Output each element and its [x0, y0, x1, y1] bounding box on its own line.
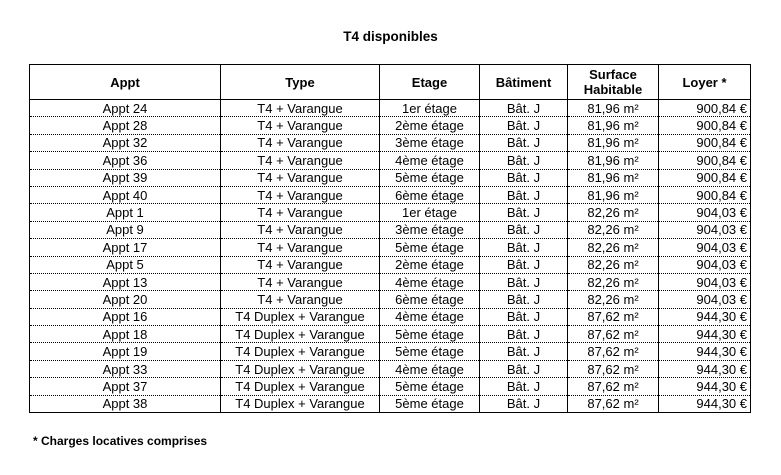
- cell-batiment: Bât. J: [480, 291, 568, 308]
- cell-type: T4 + Varangue: [221, 239, 380, 256]
- table-row: [30, 100, 751, 117]
- cell-etage: 3ème étage: [380, 134, 480, 151]
- cell-surface: 82,26 m²: [568, 256, 659, 273]
- column-header-appt: Appt: [30, 65, 221, 100]
- cell-batiment: Bât. J: [480, 221, 568, 238]
- cell-batiment: Bât. J: [480, 360, 568, 377]
- cell-loyer: 944,30 €: [659, 343, 751, 360]
- cell-type: T4 + Varangue: [221, 186, 380, 203]
- units-table: [29, 64, 751, 413]
- cell-appt: Appt 33: [30, 360, 221, 377]
- cell-batiment: Bât. J: [480, 100, 568, 117]
- cell-surface: 81,96 m²: [568, 186, 659, 203]
- table-row: [30, 308, 751, 325]
- cell-loyer: 904,03 €: [659, 221, 751, 238]
- cell-type: T4 + Varangue: [221, 221, 380, 238]
- cell-loyer: 900,84 €: [659, 152, 751, 169]
- cell-etage: 2ème étage: [380, 256, 480, 273]
- cell-batiment: Bât. J: [480, 273, 568, 290]
- cell-batiment: Bât. J: [480, 395, 568, 412]
- cell-type: T4 + Varangue: [221, 169, 380, 186]
- cell-loyer: 904,03 €: [659, 291, 751, 308]
- cell-type: T4 + Varangue: [221, 291, 380, 308]
- cell-etage: 5ème étage: [380, 326, 480, 343]
- cell-batiment: Bât. J: [480, 256, 568, 273]
- cell-batiment: Bât. J: [480, 378, 568, 395]
- cell-surface: 82,26 m²: [568, 204, 659, 221]
- cell-surface: 82,26 m²: [568, 273, 659, 290]
- column-header-batiment: Bâtiment: [480, 65, 568, 100]
- cell-etage: 4ème étage: [380, 308, 480, 325]
- column-header-etage: Etage: [380, 65, 480, 100]
- column-header-loyer: Loyer *: [659, 65, 751, 100]
- cell-appt: Appt 19: [30, 343, 221, 360]
- cell-etage: 6ème étage: [380, 291, 480, 308]
- table-row: [30, 326, 751, 343]
- cell-surface: 87,62 m²: [568, 326, 659, 343]
- cell-surface: 81,96 m²: [568, 134, 659, 151]
- cell-etage: 5ème étage: [380, 378, 480, 395]
- cell-loyer: 904,03 €: [659, 256, 751, 273]
- cell-appt: Appt 20: [30, 291, 221, 308]
- cell-appt: Appt 40: [30, 186, 221, 203]
- column-header-type: Type: [221, 65, 380, 100]
- cell-etage: 2ème étage: [380, 117, 480, 134]
- cell-loyer: 900,84 €: [659, 134, 751, 151]
- table-row: [30, 378, 751, 395]
- cell-type: T4 + Varangue: [221, 117, 380, 134]
- table-row: [30, 186, 751, 203]
- cell-etage: 4ème étage: [380, 360, 480, 377]
- cell-appt: Appt 5: [30, 256, 221, 273]
- cell-appt: Appt 36: [30, 152, 221, 169]
- footnote: * Charges locatives comprises: [33, 434, 208, 448]
- column-header-surface: [568, 65, 659, 100]
- column-header-surface-line2: Habitable: [583, 82, 643, 97]
- cell-batiment: Bât. J: [480, 134, 568, 151]
- table-row: [30, 152, 751, 169]
- table-row: [30, 273, 751, 290]
- cell-loyer: 944,30 €: [659, 378, 751, 395]
- cell-loyer: 944,30 €: [659, 395, 751, 412]
- table-header-row: [30, 65, 751, 100]
- cell-loyer: 944,30 €: [659, 360, 751, 377]
- cell-type: T4 + Varangue: [221, 204, 380, 221]
- cell-type: T4 Duplex + Varangue: [221, 308, 380, 325]
- table-row: [30, 360, 751, 377]
- cell-type: T4 + Varangue: [221, 256, 380, 273]
- cell-etage: 5ème étage: [380, 395, 480, 412]
- cell-type: T4 + Varangue: [221, 134, 380, 151]
- cell-etage: 6ème étage: [380, 186, 480, 203]
- cell-type: T4 Duplex + Varangue: [221, 360, 380, 377]
- column-header-surface-line1: Surface: [589, 67, 637, 82]
- cell-surface: 87,62 m²: [568, 343, 659, 360]
- cell-loyer: 944,30 €: [659, 326, 751, 343]
- table-row: [30, 256, 751, 273]
- cell-loyer: 904,03 €: [659, 204, 751, 221]
- table-row: [30, 134, 751, 151]
- cell-surface: 81,96 m²: [568, 100, 659, 117]
- cell-type: T4 + Varangue: [221, 100, 380, 117]
- table-row: [30, 395, 751, 412]
- cell-etage: 1er étage: [380, 100, 480, 117]
- cell-batiment: Bât. J: [480, 169, 568, 186]
- cell-appt: Appt 1: [30, 204, 221, 221]
- cell-etage: 1er étage: [380, 204, 480, 221]
- cell-appt: Appt 17: [30, 239, 221, 256]
- cell-batiment: Bât. J: [480, 117, 568, 134]
- cell-loyer: 904,03 €: [659, 273, 751, 290]
- cell-appt: Appt 39: [30, 169, 221, 186]
- cell-loyer: 900,84 €: [659, 169, 751, 186]
- table-row: [30, 204, 751, 221]
- table-row: [30, 221, 751, 238]
- table-row: [30, 117, 751, 134]
- cell-batiment: Bât. J: [480, 343, 568, 360]
- cell-appt: Appt 18: [30, 326, 221, 343]
- cell-etage: 5ème étage: [380, 343, 480, 360]
- cell-surface: 82,26 m²: [568, 239, 659, 256]
- cell-etage: 4ème étage: [380, 152, 480, 169]
- cell-surface: 81,96 m²: [568, 117, 659, 134]
- table-row: [30, 343, 751, 360]
- cell-appt: Appt 38: [30, 395, 221, 412]
- cell-surface: 81,96 m²: [568, 152, 659, 169]
- cell-surface: 82,26 m²: [568, 291, 659, 308]
- cell-batiment: Bât. J: [480, 326, 568, 343]
- cell-type: T4 Duplex + Varangue: [221, 378, 380, 395]
- cell-appt: Appt 24: [30, 100, 221, 117]
- cell-surface: 87,62 m²: [568, 395, 659, 412]
- table-row: [30, 239, 751, 256]
- cell-etage: 4ème étage: [380, 273, 480, 290]
- cell-loyer: 904,03 €: [659, 239, 751, 256]
- cell-appt: Appt 37: [30, 378, 221, 395]
- table-row: [30, 169, 751, 186]
- cell-loyer: 900,84 €: [659, 100, 751, 117]
- cell-appt: Appt 9: [30, 221, 221, 238]
- cell-batiment: Bât. J: [480, 239, 568, 256]
- cell-loyer: 900,84 €: [659, 186, 751, 203]
- cell-type: T4 + Varangue: [221, 152, 380, 169]
- cell-batiment: Bât. J: [480, 186, 568, 203]
- cell-appt: Appt 28: [30, 117, 221, 134]
- cell-surface: 81,96 m²: [568, 169, 659, 186]
- cell-type: T4 Duplex + Varangue: [221, 395, 380, 412]
- cell-etage: 3ème étage: [380, 221, 480, 238]
- cell-appt: Appt 13: [30, 273, 221, 290]
- cell-surface: 87,62 m²: [568, 308, 659, 325]
- cell-etage: 5ème étage: [380, 169, 480, 186]
- cell-type: T4 Duplex + Varangue: [221, 326, 380, 343]
- cell-surface: 87,62 m²: [568, 360, 659, 377]
- cell-surface: 82,26 m²: [568, 221, 659, 238]
- cell-type: T4 Duplex + Varangue: [221, 343, 380, 360]
- cell-batiment: Bât. J: [480, 204, 568, 221]
- cell-type: T4 + Varangue: [221, 273, 380, 290]
- cell-loyer: 944,30 €: [659, 308, 751, 325]
- cell-appt: Appt 16: [30, 308, 221, 325]
- cell-batiment: Bât. J: [480, 308, 568, 325]
- cell-batiment: Bât. J: [480, 152, 568, 169]
- cell-appt: Appt 32: [30, 134, 221, 151]
- table-row: [30, 291, 751, 308]
- cell-surface: 87,62 m²: [568, 378, 659, 395]
- page-title: T4 disponibles: [343, 29, 438, 44]
- cell-etage: 5ème étage: [380, 239, 480, 256]
- cell-loyer: 900,84 €: [659, 117, 751, 134]
